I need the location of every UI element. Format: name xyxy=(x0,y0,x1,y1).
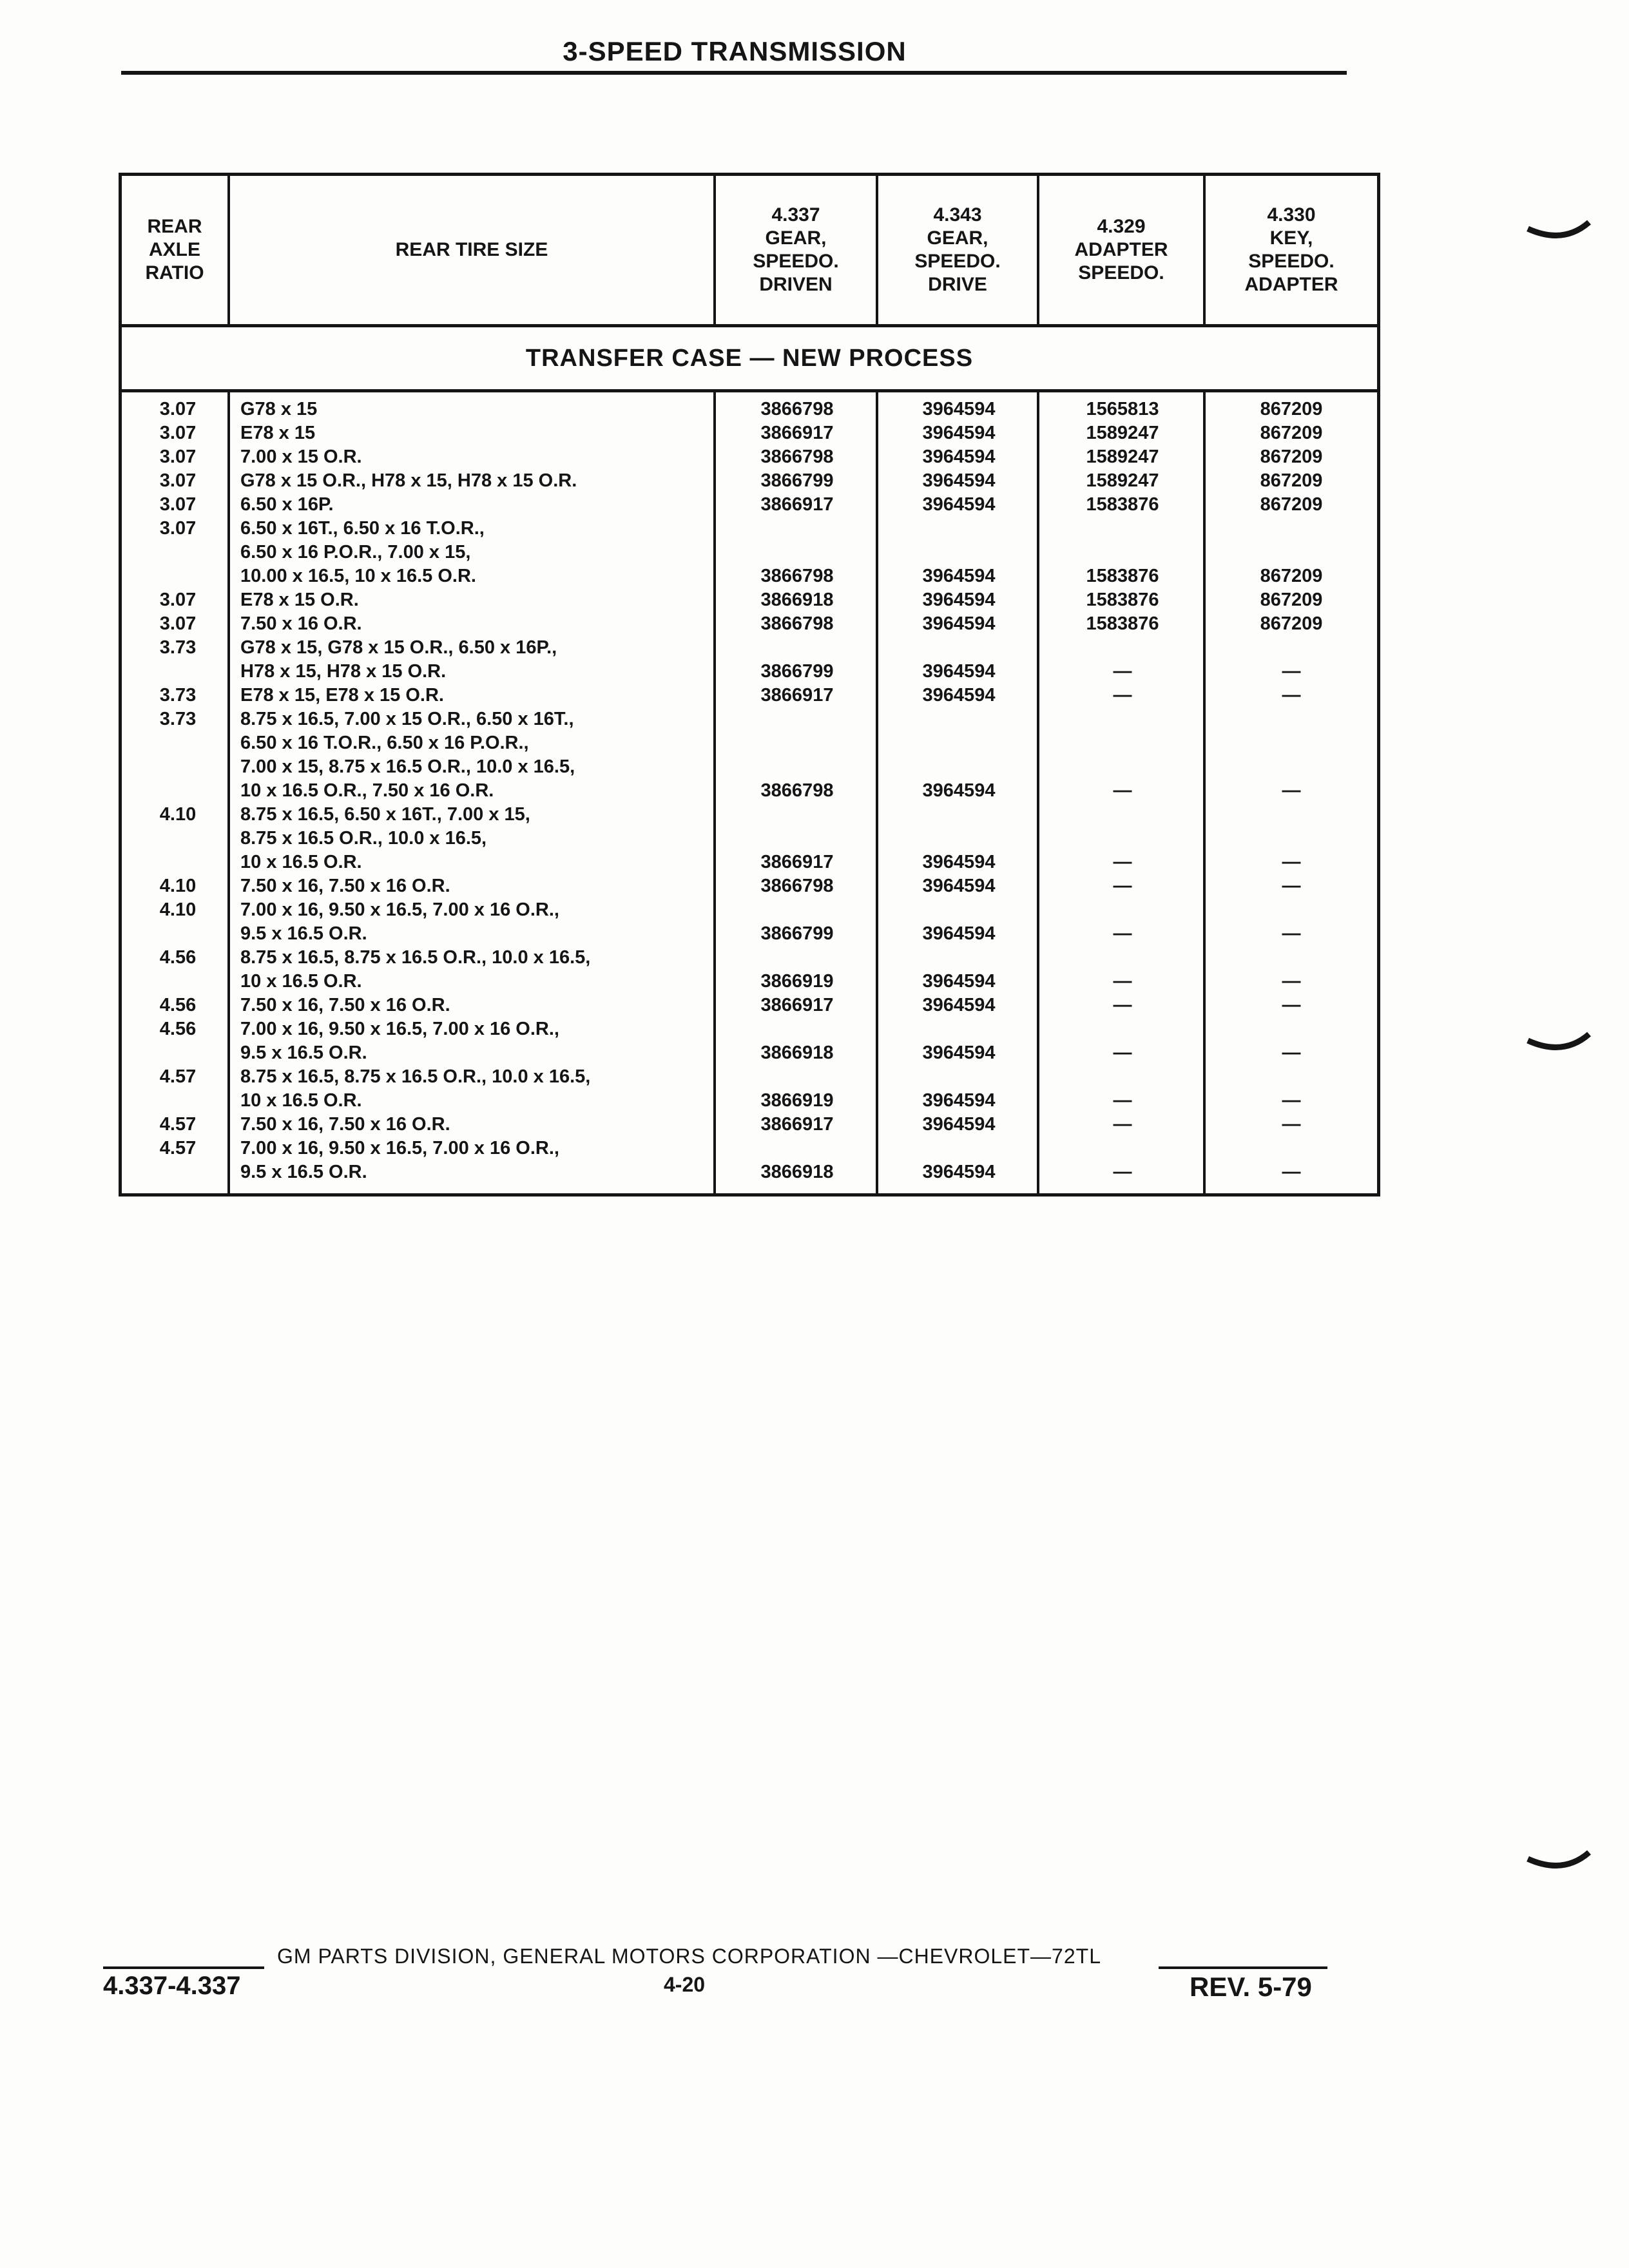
gear-speedo-driven-cell: 3866917 xyxy=(760,423,834,443)
binder-mark xyxy=(1525,213,1595,251)
header-gear-speedo-driven: 4.337 GEAR, SPEEDO. DRIVEN xyxy=(716,176,878,324)
key-speedo-adapter-cell: 867209 xyxy=(1260,399,1323,419)
header-gear-speedo-drive: 4.343 GEAR, SPEEDO. DRIVE xyxy=(878,176,1039,324)
rear-axle-ratio-cell: 4.56 xyxy=(159,947,197,968)
header-key-speedo-adapter: 4.330 KEY, SPEEDO. ADAPTER xyxy=(1244,204,1338,295)
footer-rule xyxy=(103,1966,264,1969)
rear-axle-ratio-cell: 3.73 xyxy=(159,709,197,729)
adapter-speedo-cell: — xyxy=(1113,1090,1132,1111)
gear-speedo-drive-cell: 3964594 xyxy=(922,566,996,586)
adapter-speedo-cell: — xyxy=(1113,923,1132,944)
header-rear-axle-ratio: REAR AXLE RATIO xyxy=(122,176,230,324)
table-row xyxy=(122,898,1377,946)
gear-speedo-drive-cell: 3964594 xyxy=(922,1162,996,1182)
gear-speedo-driven-cell: 3866798 xyxy=(760,447,834,467)
binder-mark xyxy=(1525,1024,1595,1063)
gear-speedo-driven-cell: 3866799 xyxy=(760,923,834,944)
gear-speedo-driven-cell: 3866917 xyxy=(760,685,834,706)
key-speedo-adapter-cell: 867209 xyxy=(1260,447,1323,467)
table-row xyxy=(122,588,1377,612)
key-speedo-adapter-cell: — xyxy=(1282,1162,1301,1182)
key-speedo-adapter-cell: 867209 xyxy=(1260,423,1323,443)
adapter-speedo-cell: — xyxy=(1113,876,1132,896)
section-title: TRANSFER CASE — NEW PROCESS xyxy=(122,327,1377,392)
key-speedo-adapter-cell: 867209 xyxy=(1260,590,1323,610)
rear-axle-ratio-cell: 3.07 xyxy=(159,590,197,610)
gear-speedo-driven-cell: 3866799 xyxy=(760,661,834,682)
key-speedo-adapter-cell: — xyxy=(1282,923,1301,944)
adapter-speedo-cell: — xyxy=(1113,1043,1132,1063)
gear-speedo-driven-cell: 3866917 xyxy=(760,494,834,515)
adapter-speedo-cell: 1565813 xyxy=(1086,399,1159,419)
key-speedo-adapter-cell: — xyxy=(1282,1090,1301,1111)
key-speedo-adapter-cell: — xyxy=(1282,1114,1301,1135)
gear-speedo-drive-cell: 3964594 xyxy=(922,613,996,634)
adapter-speedo-cell: 1583876 xyxy=(1086,494,1159,515)
key-speedo-adapter-cell: 867209 xyxy=(1260,494,1323,515)
gear-speedo-driven-cell: 3866918 xyxy=(760,1043,834,1063)
gear-speedo-drive-cell: 3964594 xyxy=(922,971,996,992)
gear-speedo-drive-cell: 3964594 xyxy=(922,470,996,491)
rear-axle-ratio-cell: 4.10 xyxy=(159,876,197,896)
adapter-speedo-cell: — xyxy=(1113,685,1132,706)
footer-page-number: 4-20 xyxy=(664,1973,706,1996)
gear-speedo-driven-cell: 3866798 xyxy=(760,780,834,801)
rear-tire-size-cell: G78 x 15 O.R., H78 x 15, H78 x 15 O.R. xyxy=(240,470,577,491)
title-rule xyxy=(121,71,1347,75)
gear-speedo-drive-cell: 3964594 xyxy=(922,852,996,872)
parts-table xyxy=(119,173,1380,1196)
table-row xyxy=(122,1017,1377,1065)
key-speedo-adapter-cell: — xyxy=(1282,1043,1301,1063)
table-row xyxy=(122,636,1377,684)
gear-speedo-drive-cell: 3964594 xyxy=(922,876,996,896)
rear-tire-size-cell: 7.00 x 15 O.R. xyxy=(240,447,362,467)
rear-tire-size-cell: G78 x 15 xyxy=(240,399,318,419)
binder-mark xyxy=(1525,1843,1595,1881)
table-row xyxy=(122,398,1377,421)
adapter-speedo-cell: — xyxy=(1113,1114,1132,1135)
rear-tire-size-cell: 6.50 x 16T., 6.50 x 16 T.O.R., 6.50 x 16 P.O.R., 7.00 x 15, 10.00 x 16.5, 10 x 16.5 O.R. xyxy=(240,518,485,586)
rear-axle-ratio-cell: 4.57 xyxy=(159,1114,197,1135)
table-row xyxy=(122,707,1377,803)
adapter-speedo-cell: 1589247 xyxy=(1086,423,1159,443)
table-row xyxy=(122,612,1377,636)
rear-tire-size-cell: 7.50 x 16, 7.50 x 16 O.R. xyxy=(240,876,450,896)
rear-axle-ratio-cell: 3.07 xyxy=(159,399,197,419)
header-adapter-speedo: 4.329 ADAPTER SPEEDO. xyxy=(1039,176,1206,324)
gear-speedo-driven-cell: 3866798 xyxy=(760,399,834,419)
adapter-speedo-cell: — xyxy=(1113,995,1132,1015)
adapter-speedo-cell: 1583876 xyxy=(1086,613,1159,634)
rear-tire-size-cell: 8.75 x 16.5, 8.75 x 16.5 O.R., 10.0 x 16.5, 10 x 16.5 O.R. xyxy=(240,947,591,992)
footer-revision: REV. 5-79 xyxy=(1190,1972,1312,2002)
table-row xyxy=(122,803,1377,874)
adapter-speedo-cell: — xyxy=(1113,780,1132,801)
table-row xyxy=(122,445,1377,469)
key-speedo-adapter-cell: — xyxy=(1282,661,1301,682)
rear-tire-size-cell: 8.75 x 16.5, 7.00 x 15 O.R., 6.50 x 16T., 6.50 x 16 T.O.R., 6.50 x 16 P.O.R., 7.00 x 15, 8.75 x 16.5 O.R., 10.0 x 16.5, 10 x 16.5 O.R., 7.50 x 16 O.R. xyxy=(240,709,575,801)
gear-speedo-drive-cell: 3964594 xyxy=(922,1090,996,1111)
rear-tire-size-cell: 8.75 x 16.5, 8.75 x 16.5 O.R., 10.0 x 16.5, 10 x 16.5 O.R. xyxy=(240,1066,591,1111)
gear-speedo-drive-cell: 3964594 xyxy=(922,1043,996,1063)
footer-section-code: 4.337-4.337 xyxy=(103,1972,241,2000)
gear-speedo-driven-cell: 3866917 xyxy=(760,1114,834,1135)
gear-speedo-drive-cell: 3964594 xyxy=(922,995,996,1015)
adapter-speedo-cell: — xyxy=(1113,661,1132,682)
table-row xyxy=(122,469,1377,493)
adapter-speedo-cell: 1583876 xyxy=(1086,590,1159,610)
table-row xyxy=(122,946,1377,994)
table-row xyxy=(122,1065,1377,1113)
table-row xyxy=(122,517,1377,588)
table-row xyxy=(122,994,1377,1017)
adapter-speedo-cell: 1589247 xyxy=(1086,470,1159,491)
rear-tire-size-cell: 7.00 x 16, 9.50 x 16.5, 7.00 x 16 O.R., 9.5 x 16.5 O.R. xyxy=(240,899,559,944)
rear-axle-ratio-cell: 4.10 xyxy=(159,804,197,825)
gear-speedo-driven-cell: 3866918 xyxy=(760,590,834,610)
table-row xyxy=(122,874,1377,898)
table-header-row xyxy=(122,176,1377,327)
rear-tire-size-cell: 8.75 x 16.5, 6.50 x 16T., 7.00 x 15, 8.75 x 16.5 O.R., 10.0 x 16.5, 10 x 16.5 O.R. xyxy=(240,804,530,872)
rear-axle-ratio-cell: 3.07 xyxy=(159,518,197,539)
rear-axle-ratio-cell: 3.73 xyxy=(159,637,197,658)
table-row xyxy=(122,1113,1377,1137)
rear-tire-size-cell: 7.00 x 16, 9.50 x 16.5, 7.00 x 16 O.R., 9.5 x 16.5 O.R. xyxy=(240,1019,559,1063)
footer-rule xyxy=(1159,1966,1327,1969)
rear-tire-size-cell: E78 x 15 O.R. xyxy=(240,590,359,610)
key-speedo-adapter-cell: — xyxy=(1282,780,1301,801)
gear-speedo-driven-cell: 3866919 xyxy=(760,1090,834,1111)
table-row xyxy=(122,1137,1377,1184)
gear-speedo-drive-cell: 3964594 xyxy=(922,923,996,944)
key-speedo-adapter-cell: — xyxy=(1282,995,1301,1015)
rear-axle-ratio-cell: 3.07 xyxy=(159,470,197,491)
key-speedo-adapter-cell: — xyxy=(1282,685,1301,706)
gear-speedo-drive-cell: 3964594 xyxy=(922,590,996,610)
rear-axle-ratio-cell: 3.73 xyxy=(159,685,197,706)
rear-tire-size-cell: 7.50 x 16, 7.50 x 16 O.R. xyxy=(240,1114,450,1135)
gear-speedo-drive-cell: 3964594 xyxy=(922,423,996,443)
key-speedo-adapter-cell: 867209 xyxy=(1260,613,1323,634)
footer-division: GM PARTS DIVISION, GENERAL MOTORS CORPORATION —CHEVROLET—72TL xyxy=(277,1945,1101,1968)
key-speedo-adapter-cell: 867209 xyxy=(1260,566,1323,586)
gear-speedo-driven-cell: 3866799 xyxy=(760,470,834,491)
gear-speedo-driven-cell: 3866917 xyxy=(760,852,834,872)
gear-speedo-drive-cell: 3964594 xyxy=(922,1114,996,1135)
table-row xyxy=(122,421,1377,445)
rear-tire-size-cell: 7.00 x 16, 9.50 x 16.5, 7.00 x 16 O.R., 9.5 x 16.5 O.R. xyxy=(240,1138,559,1182)
table-row xyxy=(122,493,1377,517)
gear-speedo-driven-cell: 3866798 xyxy=(760,876,834,896)
rear-axle-ratio-cell: 4.10 xyxy=(159,899,197,920)
gear-speedo-drive-cell: 3964594 xyxy=(922,447,996,467)
gear-speedo-drive-cell: 3964594 xyxy=(922,780,996,801)
rear-tire-size-cell: 7.50 x 16 O.R. xyxy=(240,613,362,634)
rear-axle-ratio-cell: 3.07 xyxy=(159,447,197,467)
rear-axle-ratio-cell: 4.56 xyxy=(159,995,197,1015)
key-speedo-adapter-cell: — xyxy=(1282,876,1301,896)
rear-axle-ratio-cell: 4.57 xyxy=(159,1138,197,1158)
page-title: 3-SPEED TRANSMISSION xyxy=(563,36,907,66)
gear-speedo-drive-cell: 3964594 xyxy=(922,685,996,706)
key-speedo-adapter-cell: 867209 xyxy=(1260,470,1323,491)
key-speedo-adapter-cell: — xyxy=(1282,971,1301,992)
rear-tire-size-cell: 6.50 x 16P. xyxy=(240,494,334,515)
adapter-speedo-cell: — xyxy=(1113,1162,1132,1182)
gear-speedo-driven-cell: 3866918 xyxy=(760,1162,834,1182)
adapter-speedo-cell: 1589247 xyxy=(1086,447,1159,467)
gear-speedo-driven-cell: 3866798 xyxy=(760,613,834,634)
rear-axle-ratio-cell: 4.57 xyxy=(159,1066,197,1087)
gear-speedo-driven-cell: 3866919 xyxy=(760,971,834,992)
rear-tire-size-cell: 7.50 x 16, 7.50 x 16 O.R. xyxy=(240,995,450,1015)
gear-speedo-driven-cell: 3866798 xyxy=(760,566,834,586)
gear-speedo-drive-cell: 3964594 xyxy=(922,494,996,515)
header-rear-tire-size: REAR TIRE SIZE xyxy=(230,176,716,324)
rear-axle-ratio-cell: 3.07 xyxy=(159,613,197,634)
rear-axle-ratio-cell: 3.07 xyxy=(159,423,197,443)
rear-axle-ratio-cell: 3.07 xyxy=(159,494,197,515)
adapter-speedo-cell: 1583876 xyxy=(1086,566,1159,586)
gear-speedo-drive-cell: 3964594 xyxy=(922,661,996,682)
table-body xyxy=(122,392,1377,1193)
key-speedo-adapter-cell: — xyxy=(1282,852,1301,872)
table-row xyxy=(122,684,1377,707)
rear-axle-ratio-cell: 4.56 xyxy=(159,1019,197,1039)
adapter-speedo-cell: — xyxy=(1113,852,1132,872)
rear-tire-size-cell: E78 x 15, E78 x 15 O.R. xyxy=(240,685,444,706)
gear-speedo-driven-cell: 3866917 xyxy=(760,995,834,1015)
rear-tire-size-cell: G78 x 15, G78 x 15 O.R., 6.50 x 16P., H78 x 15, H78 x 15 O.R. xyxy=(240,637,557,682)
adapter-speedo-cell: — xyxy=(1113,971,1132,992)
gear-speedo-drive-cell: 3964594 xyxy=(922,399,996,419)
rear-tire-size-cell: E78 x 15 xyxy=(240,423,316,443)
